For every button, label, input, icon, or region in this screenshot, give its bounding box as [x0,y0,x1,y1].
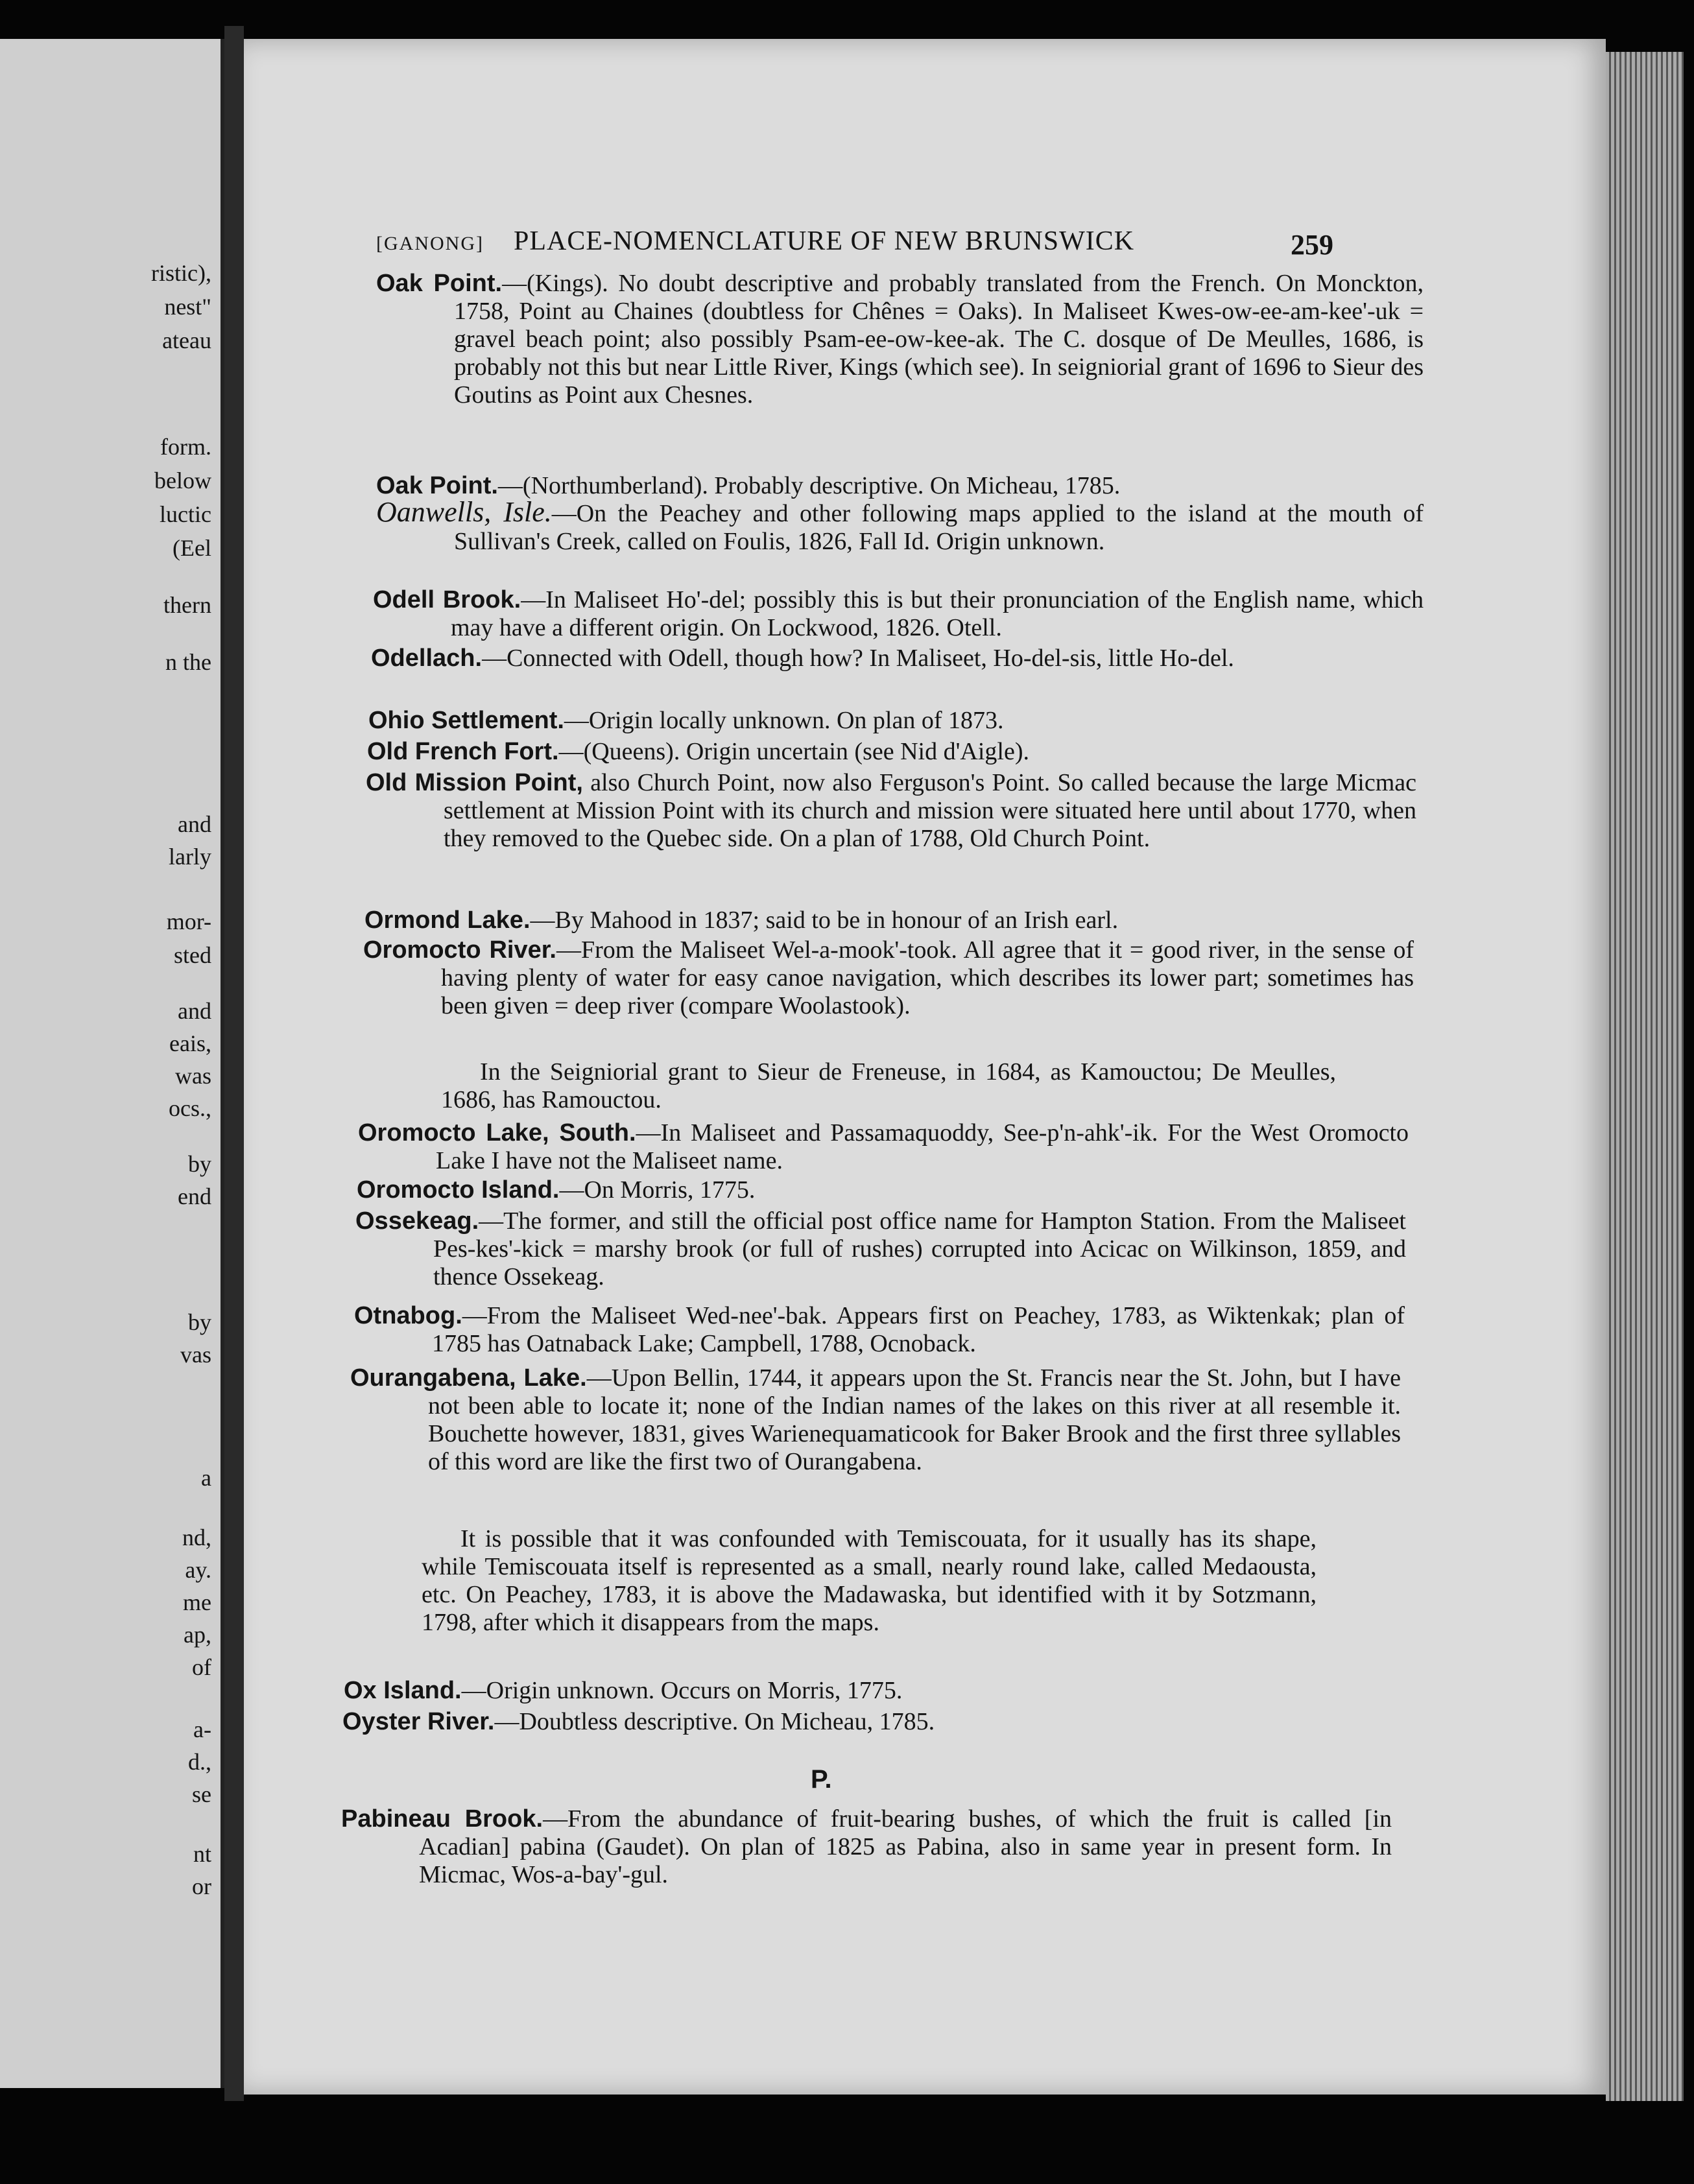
entry-old-mission-point: Old Mission Point, also Church Point, now also Ferguson's Point. So called because the large Micmac settlement at Mission Point with its church and mission were situated here until about 1770, when they removed to the Quebec side. On a plan of 1788, Old Church Point. [366,769,1417,852]
left-fragment: and [178,811,211,837]
entry-oanwells-isle: Oanwells, Isle.—On the Peachey and other following maps applied to the island at the mouth of Sullivan's Creek, called on Foulis, 1826, Fall Id. Origin unknown. [376,496,1424,555]
page-edges [1606,52,1684,2101]
entry-ossekeag: Ossekeag.—The former, and still the official post office name for Hampton Station. From the Maliseet Pes-kes'-kick = marshy brook (or full of rushes) corrupted into Acicac on Wilkinson, 1859, and thence Ossekeag. [355,1207,1406,1290]
book-gutter [224,26,244,2101]
left-fragment: a [201,1465,211,1491]
left-fragment: by [188,1309,211,1335]
left-fragment: (Eel [173,535,211,561]
page-number: 259 [1291,229,1333,261]
entry-ormond-lake: Ormond Lake.—By Mahood in 1837; said to be in honour of an Irish earl. [364,907,1119,934]
left-fragment: end [178,1183,211,1209]
section-letter: P. [811,1765,832,1794]
entry-oyster-river: Oyster River.—Doubtless descriptive. On Micheau, 1785. [342,1708,935,1735]
left-fragment: ristic), [151,260,211,286]
entry-ox-island: Ox Island.—Origin unknown. Occurs on Morris, 1775. [344,1677,903,1704]
left-fragment: or [192,1873,211,1899]
left-fragment: ocs., [169,1095,211,1121]
left-fragment: was [175,1063,211,1089]
left-fragment: vas [180,1342,211,1368]
entry-oak-point-kings: Oak Point.—(Kings). No doubt descriptive and probably translated from the French. On Monckton, 1758, Point au Chaines (doubtless for Chênes = Oaks). In Maliseet Kwes-ow-ee-am-kee'-uk = gravel beach point; also possibly Psam-ee-ow-kee-ak. The C. dosque of De Meulles, 1686, is probably not this but near Little River, Kings (which see). In seigniorial grant of 1696 to Sieur des Goutins as Point aux Chesnes. [376,270,1424,409]
left-fragment: eais, [169,1030,211,1056]
entry-old-french-fort: Old French Fort.—(Queens). Origin uncertain (see Nid d'Aigle). [367,738,1030,765]
entry-ourangabena-note: It is possible that it was confounded with Temiscouata, for it usually has its shape, while Temiscouata itself is represented as a small, nearly round lake, called Medaousta, etc. On Peachey, 1783, it is above the Madawaska, but identified with it by Sotzmann, 1798, after which it disappears from the maps. [422,1525,1317,1636]
entry-oromocto-river-note: In the Seigniorial grant to Sieur de Freneuse, in 1684, as Kamouctou; De Meulles, 1686, has Ramouctou. [441,1058,1336,1113]
left-fragment: ay. [185,1557,211,1583]
left-fragment: se [192,1781,211,1807]
entry-oak-point-northumberland: Oak Point.—(Northumberland). Probably descriptive. On Micheau, 1785. [376,472,1121,499]
left-fragment: by [188,1151,211,1177]
entry-odell-brook: Odell Brook.—In Maliseet Ho'-del; possibly this is but their pronunciation of the English name, which may have a different origin. On Lockwood, 1826. Otell. [373,586,1424,641]
left-page-edge [0,39,224,2088]
left-fragment: me [183,1589,211,1615]
left-fragment: nest" [164,294,211,320]
left-fragment: thern [163,592,211,618]
running-head-title: PLACE-NOMENCLATURE OF NEW BRUNSWICK [513,226,1135,256]
entry-oromocto-river: Oromocto River.—From the Maliseet Wel-a-mook'-took. All agree that it = good river, in the sense of having plenty of water for easy canoe navigation, which describes its lower part; sometimes has been given = deep river (compare Woolastook). [363,936,1414,1019]
left-fragment: luctic [160,501,211,527]
entry-ohio-settlement: Ohio Settlement.—Origin locally unknown. On plan of 1873. [368,707,1004,734]
left-fragment: larly [169,844,211,870]
running-head [376,226,1349,257]
left-fragment: ateau [162,327,211,353]
left-fragment: mor- [166,908,211,934]
running-head-author: [GANONG] [376,233,484,254]
left-fragment: ap, [184,1622,211,1648]
left-fragment: nt [193,1841,211,1867]
left-fragment: of [192,1654,211,1680]
left-fragment: nd, [182,1525,211,1550]
left-fragment: sted [174,942,211,968]
left-fragment: form. [160,434,211,460]
entry-otnabog: Otnabog.—From the Maliseet Wed-nee'-bak. Appears first on Peachey, 1783, as Wiktenkak; plan of 1785 has Oatnaback Lake; Campbell, 1788, Ocnoback. [354,1302,1405,1357]
entry-ourangabena-lake: Ourangabena, Lake.—Upon Bellin, 1744, it appears upon the St. Francis near the St. John, but I have not been able to locate it; none of the Indian names of the lakes on this river at all resemble it. Bouchette however, 1831, gives Warienequamaticook for Baker Brook and the first three syllables of this word are like the first two of Ourangabena. [350,1364,1401,1475]
entry-pabineau-brook: Pabineau Brook.—From the abundance of fruit-bearing bushes, of which the fruit is called [in Acadian] pabina (Gaudet). On plan of 1825 as Pabina, also in same year in present form. In Micmac, Wos-a-bay'-gul. [341,1805,1392,1888]
left-fragment: a- [193,1716,211,1742]
left-fragment: n the [165,649,211,675]
left-fragment: and [178,998,211,1024]
left-fragment: d., [188,1749,211,1775]
entry-oromocto-lake-south: Oromocto Lake, South.—In Maliseet and Passamaquoddy, See-p'n-ahk'-ik. For the West Oromocto Lake I have not the Maliseet name. [358,1119,1409,1174]
entry-odellach: Odellach.—Connected with Odell, though how? In Maliseet, Ho-del-sis, little Ho-del. [371,645,1234,672]
entry-oromocto-island: Oromocto Island.—On Morris, 1775. [357,1176,756,1204]
left-fragment: below [154,468,211,493]
